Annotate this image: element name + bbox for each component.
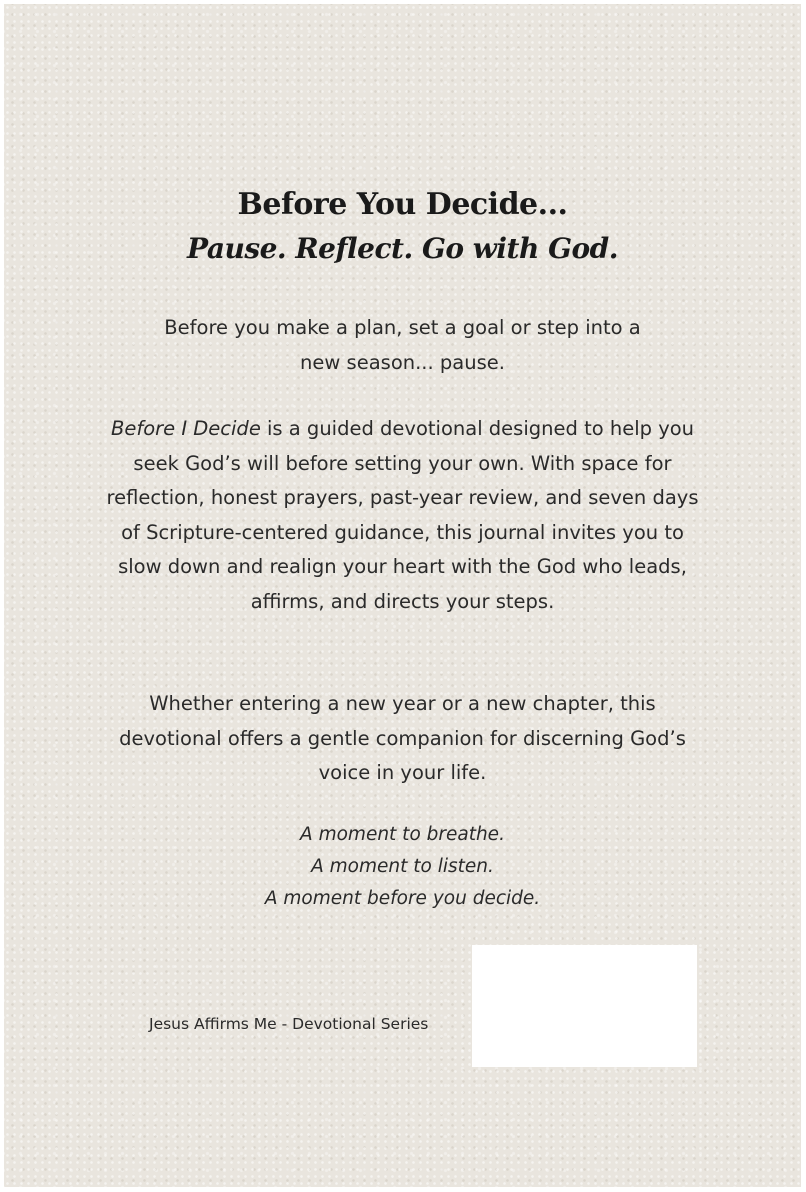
intro-line-2: new season... pause. — [300, 350, 505, 374]
intro-line-1: Before you make a plan, set a goal or step into a — [164, 316, 641, 339]
description-text: is a guided devotional designed to help you seek God’s will before setting your own. With space for reflection, honest prayers, past-year review, and seven days of Scripture-centered guidance, this journal invites you to slow down and realign your heart with the God who leads, affirms, and directs your steps. — [106, 417, 699, 613]
book-title: Before I Decide — [110, 417, 261, 440]
closing-line-3: A moment before you decide. — [264, 888, 541, 909]
intro-paragraph — [104, 311, 701, 380]
series-label: Jesus Affirms Me - Devotional Series — [149, 1015, 429, 1033]
cover-title: Before You Decide... — [237, 187, 568, 222]
back-cover — [4, 4, 801, 1187]
barcode-placeholder — [472, 945, 697, 1067]
description-paragraph — [104, 412, 701, 619]
cover-subtitle: Pause. Reflect. Go with God. — [187, 232, 618, 265]
closing-line-2: A moment to listen. — [311, 856, 494, 877]
offering-paragraph: Whether entering a new year or a new chapter, this devotional offers a gentle companion for discerning God’s voice in your life. — [119, 692, 686, 784]
closing-line-1: A moment to breathe. — [300, 824, 505, 845]
